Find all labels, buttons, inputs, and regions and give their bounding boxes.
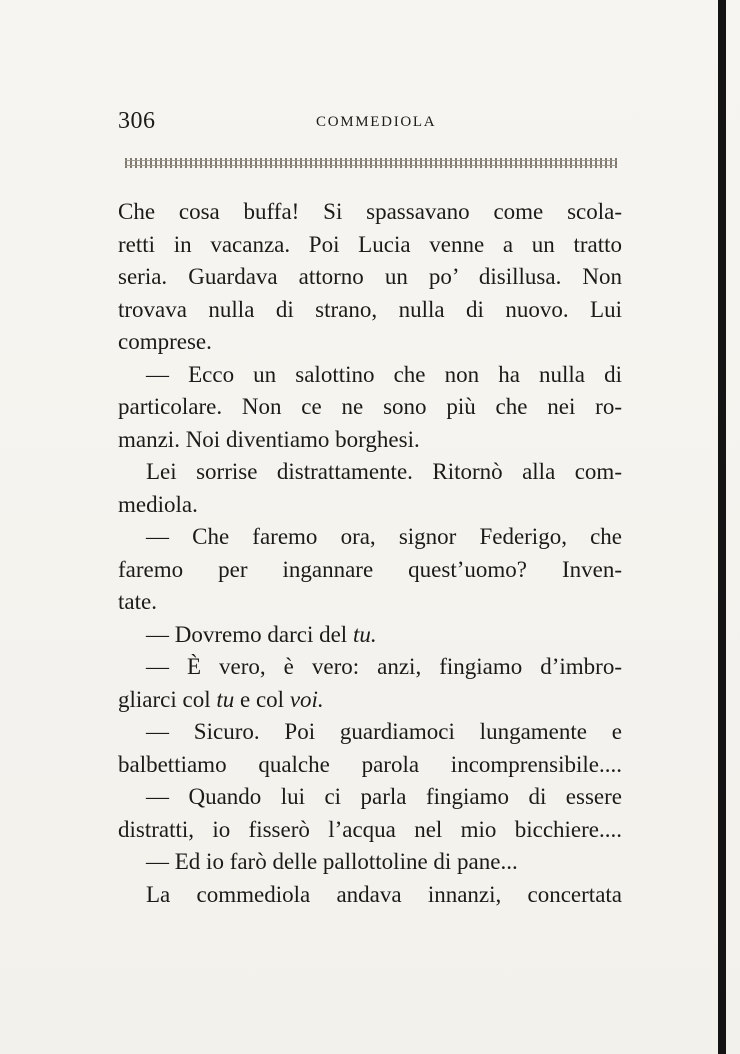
page-header: [118, 108, 618, 144]
italic-word: tu: [216, 686, 235, 712]
paragraph-line: particolare. Non ce ne sono più che nei ro-: [118, 394, 622, 419]
dialogue-line: — Ed io farò delle pallottoline di pane...: [146, 849, 518, 874]
paragraph-line: seria. Guardava attorno un po’ disillusa. Non: [118, 264, 622, 289]
paragraph-line: La commediola andava innanzi, concertata: [146, 881, 622, 907]
dialogue-line: — Che faremo ora, signor Federigo, che: [146, 524, 622, 549]
italic-word: tu.: [352, 621, 377, 647]
dialogue-line: — È vero, è vero: anzi, fingiamo d’imbro-: [146, 654, 622, 679]
paragraph-line: faremo per ingannare quest’uomo? Inven-: [118, 556, 622, 582]
header-ornament-rule: [125, 158, 617, 168]
paragraph-line: mediola.: [118, 491, 198, 517]
dialogue-line: — Quando lui ci parla fingiamo di essere: [146, 784, 622, 809]
dialogue-line: — Sicuro. Poi guardiamoci lungamente e: [146, 719, 622, 744]
page-edge-border: [718, 0, 726, 1054]
paragraph-line: trovava nulla di strano, nulla di nuovo. Lui: [118, 296, 622, 322]
paragraph-line: balbettiamo qualche parola incomprensibile....: [118, 751, 622, 777]
paragraph-text: e col: [234, 686, 290, 712]
paragraph-line: [118, 684, 622, 717]
dialogue-line: [118, 619, 622, 652]
paragraph-line: retti in vacanza. Poi Lucia venne a un tratto: [118, 231, 622, 257]
paragraph-line: Che cosa buffa! Si spassavano come scola-: [118, 199, 622, 224]
page-number: 306: [118, 108, 156, 134]
paragraph-text: gliarci col: [118, 686, 217, 712]
dialogue-text: — Dovremo darci del: [146, 621, 353, 647]
paragraph-line: comprese.: [118, 329, 212, 354]
dialogue-line: — Ecco un salottino che non ha nulla di: [146, 361, 622, 387]
running-title: COMMEDIOLA: [316, 114, 437, 130]
paragraph-line: tate.: [118, 589, 157, 614]
italic-word: voi.: [289, 686, 324, 712]
paragraph-line: Lei sorrise distrattamente. Ritornò alla com-: [146, 459, 622, 484]
body-text: [118, 196, 622, 926]
paragraph-line: manzi. Noi diventiamo borghesi.: [118, 426, 420, 452]
paragraph-line: distratti, io fisserò l’acqua nel mio bicchiere....: [118, 816, 622, 842]
